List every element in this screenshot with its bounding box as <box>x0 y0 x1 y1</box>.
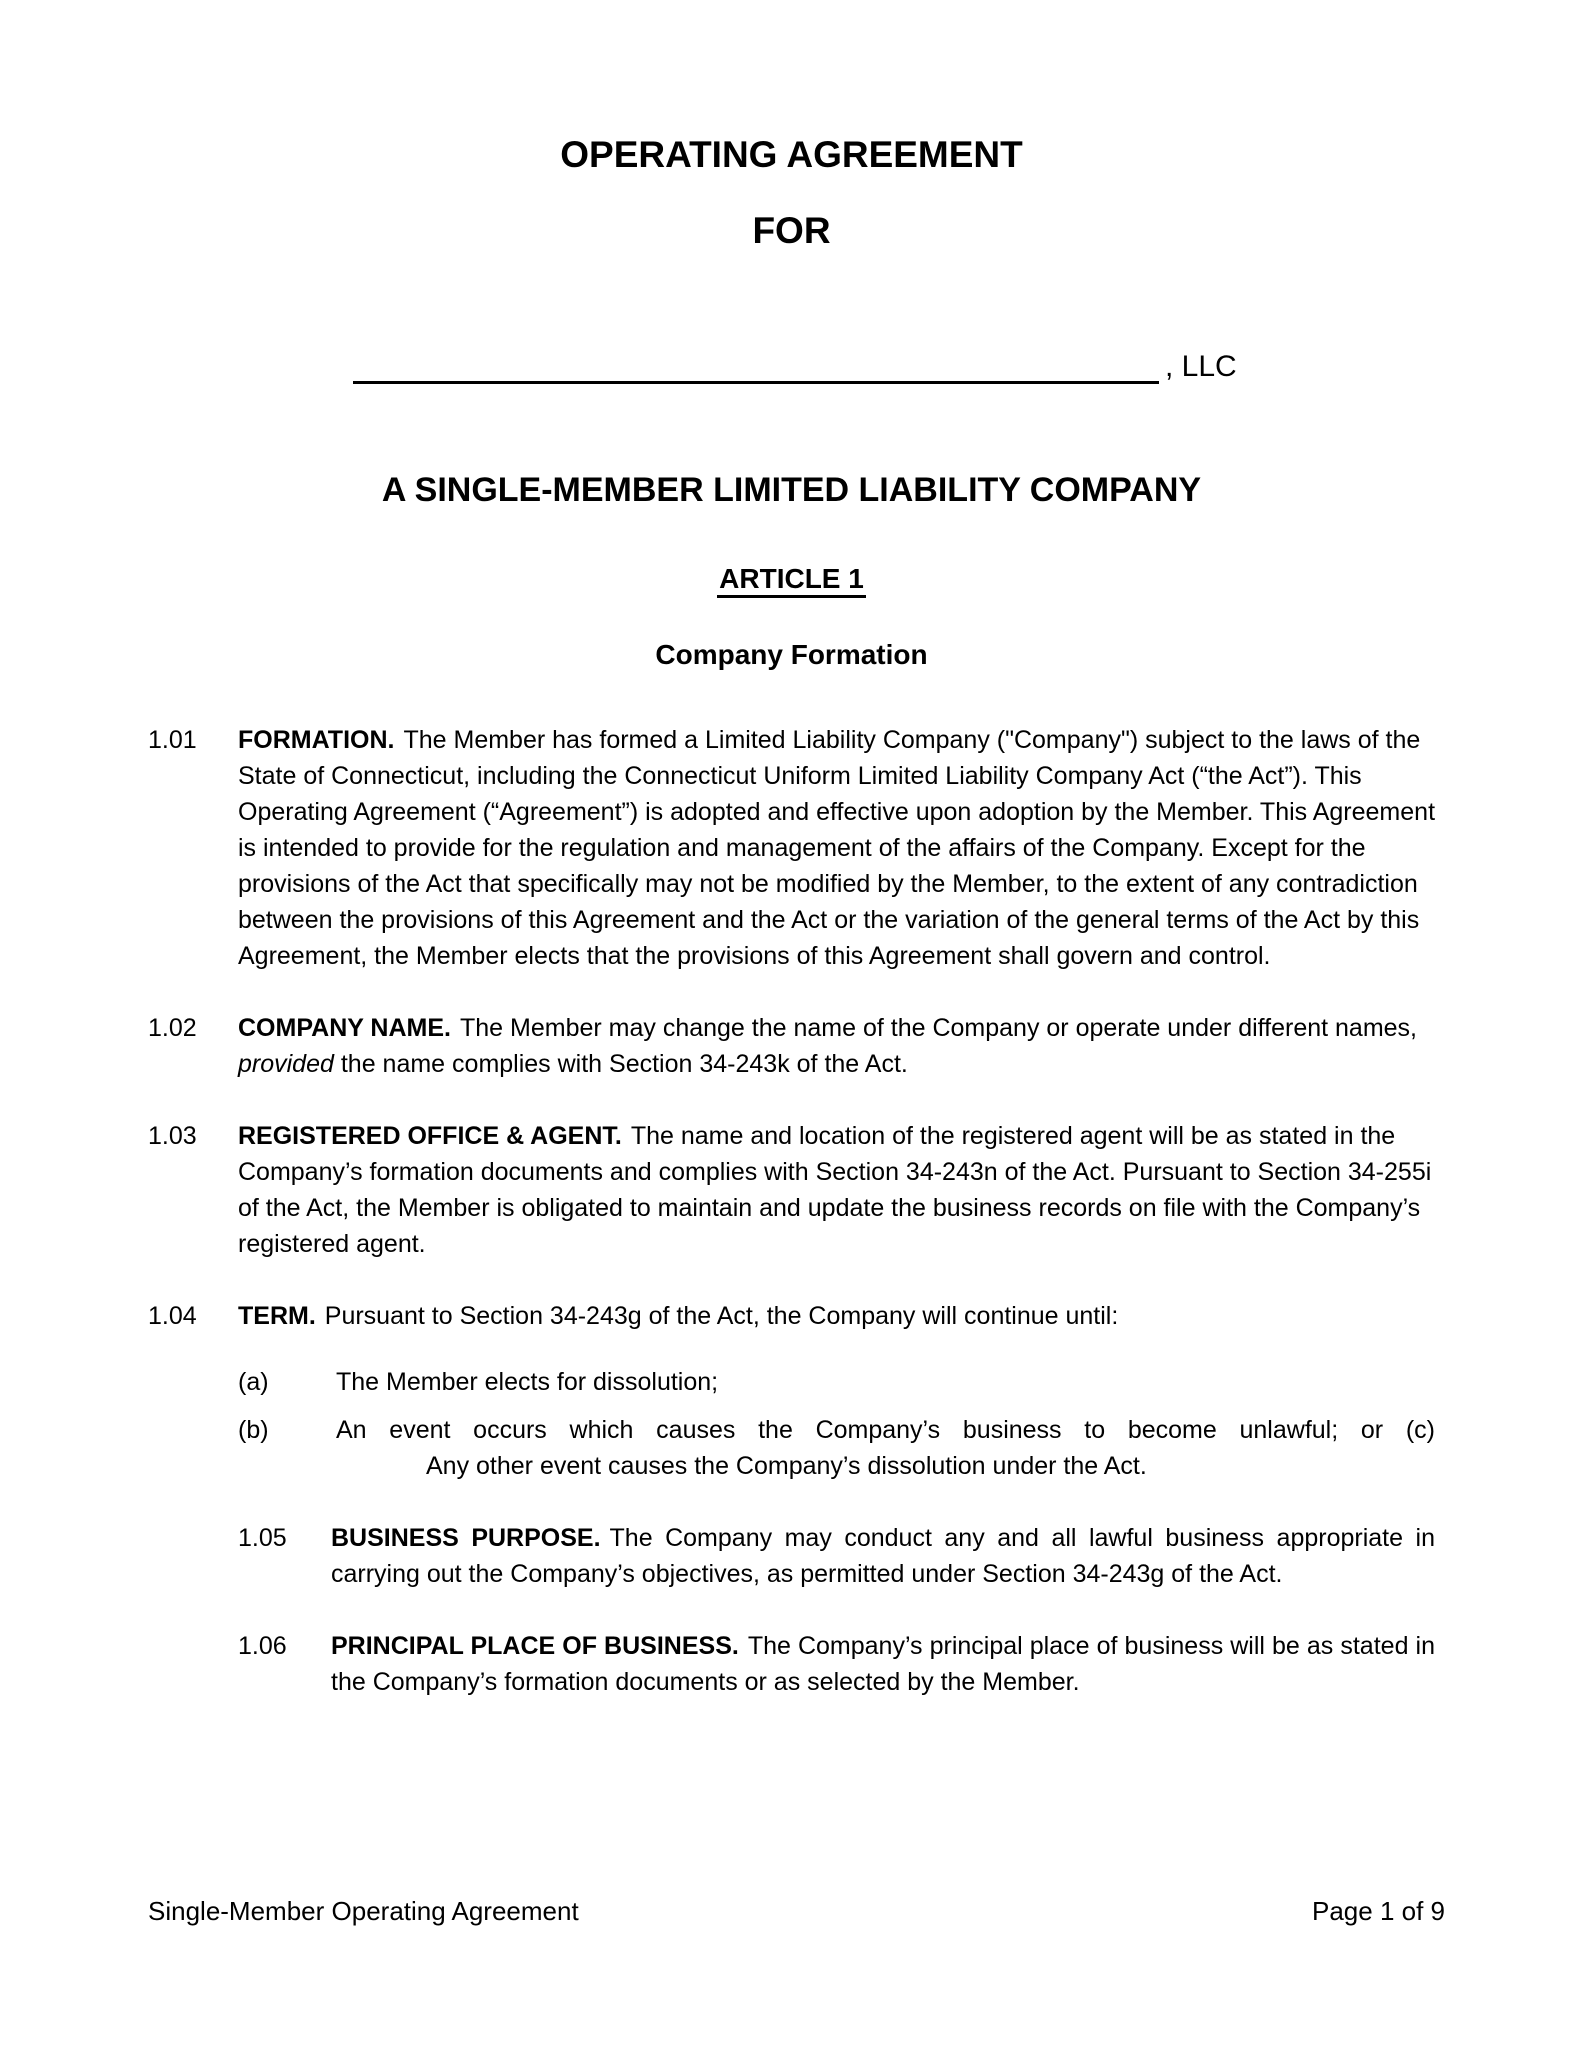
section-1-01 <box>148 722 1435 974</box>
section-1-03 <box>148 1118 1435 1262</box>
llc-suffix: , LLC <box>1165 350 1237 383</box>
section-heading: TERM. <box>238 1302 316 1330</box>
term-conditions-list <box>238 1364 1435 1484</box>
article-subheading: Company Formation <box>655 639 928 670</box>
document-title-for: FOR <box>752 210 831 251</box>
section-number: 1.01 <box>148 726 197 754</box>
section-heading: PRINCIPAL PLACE OF BUSINESS. <box>331 1632 739 1660</box>
section-text: The Company’s principal place of business will be as stated in the Company’s formation documents or as selected by the Member. <box>331 1632 1435 1696</box>
company-name-blank-line <box>353 347 1159 384</box>
section-body <box>238 722 1435 974</box>
item-text: The Member elects for dissolution; <box>336 1368 719 1396</box>
section-number: 1.04 <box>148 1302 197 1330</box>
section-heading: FORMATION. <box>238 726 395 754</box>
section-text: The Company may conduct any and all lawful business appropriate in carrying out the Company’s objectives, as permitted under Section 34-243g of the Act. <box>331 1524 1435 1588</box>
section-text-italic: provided <box>238 1050 334 1078</box>
item-c-continuation: Any other event causes the Company’s dissolution under the Act. <box>426 1452 1147 1480</box>
section-number: 1.02 <box>148 1014 197 1042</box>
section-heading: REGISTERED OFFICE & AGENT. <box>238 1122 622 1150</box>
company-name-row <box>148 347 1435 384</box>
section-text: The name and location of the registered agent will be as stated in the Company’s formation documents and complies with Section 34-243n of the Act. Pursuant to Section 34-255i of the Act, the Member is obligated to maintain and update the business records on file with the Company’s registered agent. <box>238 1122 1432 1258</box>
section-1-06 <box>238 1628 1435 1700</box>
footer-document-name: Single-Member Operating Agreement <box>148 1896 579 1926</box>
section-1-04 <box>148 1298 1435 1484</box>
section-body <box>238 1010 1435 1082</box>
sections <box>148 722 1435 1700</box>
item-label: (a) <box>238 1368 269 1396</box>
section-text: the name complies with Section 34-243k of the Act. <box>333 1050 908 1078</box>
section-body <box>238 1118 1435 1262</box>
page-footer <box>148 1896 1445 1926</box>
section-text: The Member may change the name of the Company or operate under different names, <box>459 1014 1418 1042</box>
article-heading <box>148 564 1435 594</box>
section-body <box>238 1298 1435 1484</box>
section-1-02 <box>148 1010 1435 1082</box>
section-1-05 <box>238 1520 1435 1592</box>
section-body <box>331 1520 1435 1592</box>
section-heading: COMPANY NAME. <box>238 1014 451 1042</box>
section-number: 1.05 <box>238 1524 287 1552</box>
document-title: OPERATING AGREEMENT <box>560 134 1023 175</box>
section-heading: BUSINESS PURPOSE. <box>331 1524 601 1552</box>
section-text: Pursuant to Section 34-243g of the Act, the Company will continue until: <box>324 1302 1119 1330</box>
document-subtitle: A SINGLE-MEMBER LIMITED LIABILITY COMPANY <box>381 471 1202 509</box>
item-label: (b) <box>238 1416 269 1444</box>
list-item-a <box>238 1364 1435 1400</box>
section-body <box>331 1628 1435 1700</box>
footer-page-number: Page 1 of 9 <box>1312 1896 1445 1926</box>
section-text: The Member has formed a Limited Liability Company ("Company") subject to the laws of the State of Connecticut, including the Connecticut Uniform Limited Liability Company Act (“the Act”). This Operating Agreement (“Agreement”) is adopted and effective upon adoption by the Member. This Agreement is intended to provide for the regulation and management of the affairs of the Company. Except for the provisions of the Act that specifically may not be modified by the Member, to the extent of any contradiction between the provisions of this Agreement and the Act or the variation of the general terms of the Act by this Agreement, the Member elects that the provisions of this Agreement shall govern and control. <box>238 726 1436 970</box>
list-item-b <box>238 1412 1435 1484</box>
article-heading-text: ARTICLE 1 <box>717 563 866 598</box>
item-text: An event occurs which causes the Company’s business to become unlawful; or (c) <box>336 1416 1435 1444</box>
section-number: 1.06 <box>238 1632 287 1660</box>
section-number: 1.03 <box>148 1122 197 1150</box>
